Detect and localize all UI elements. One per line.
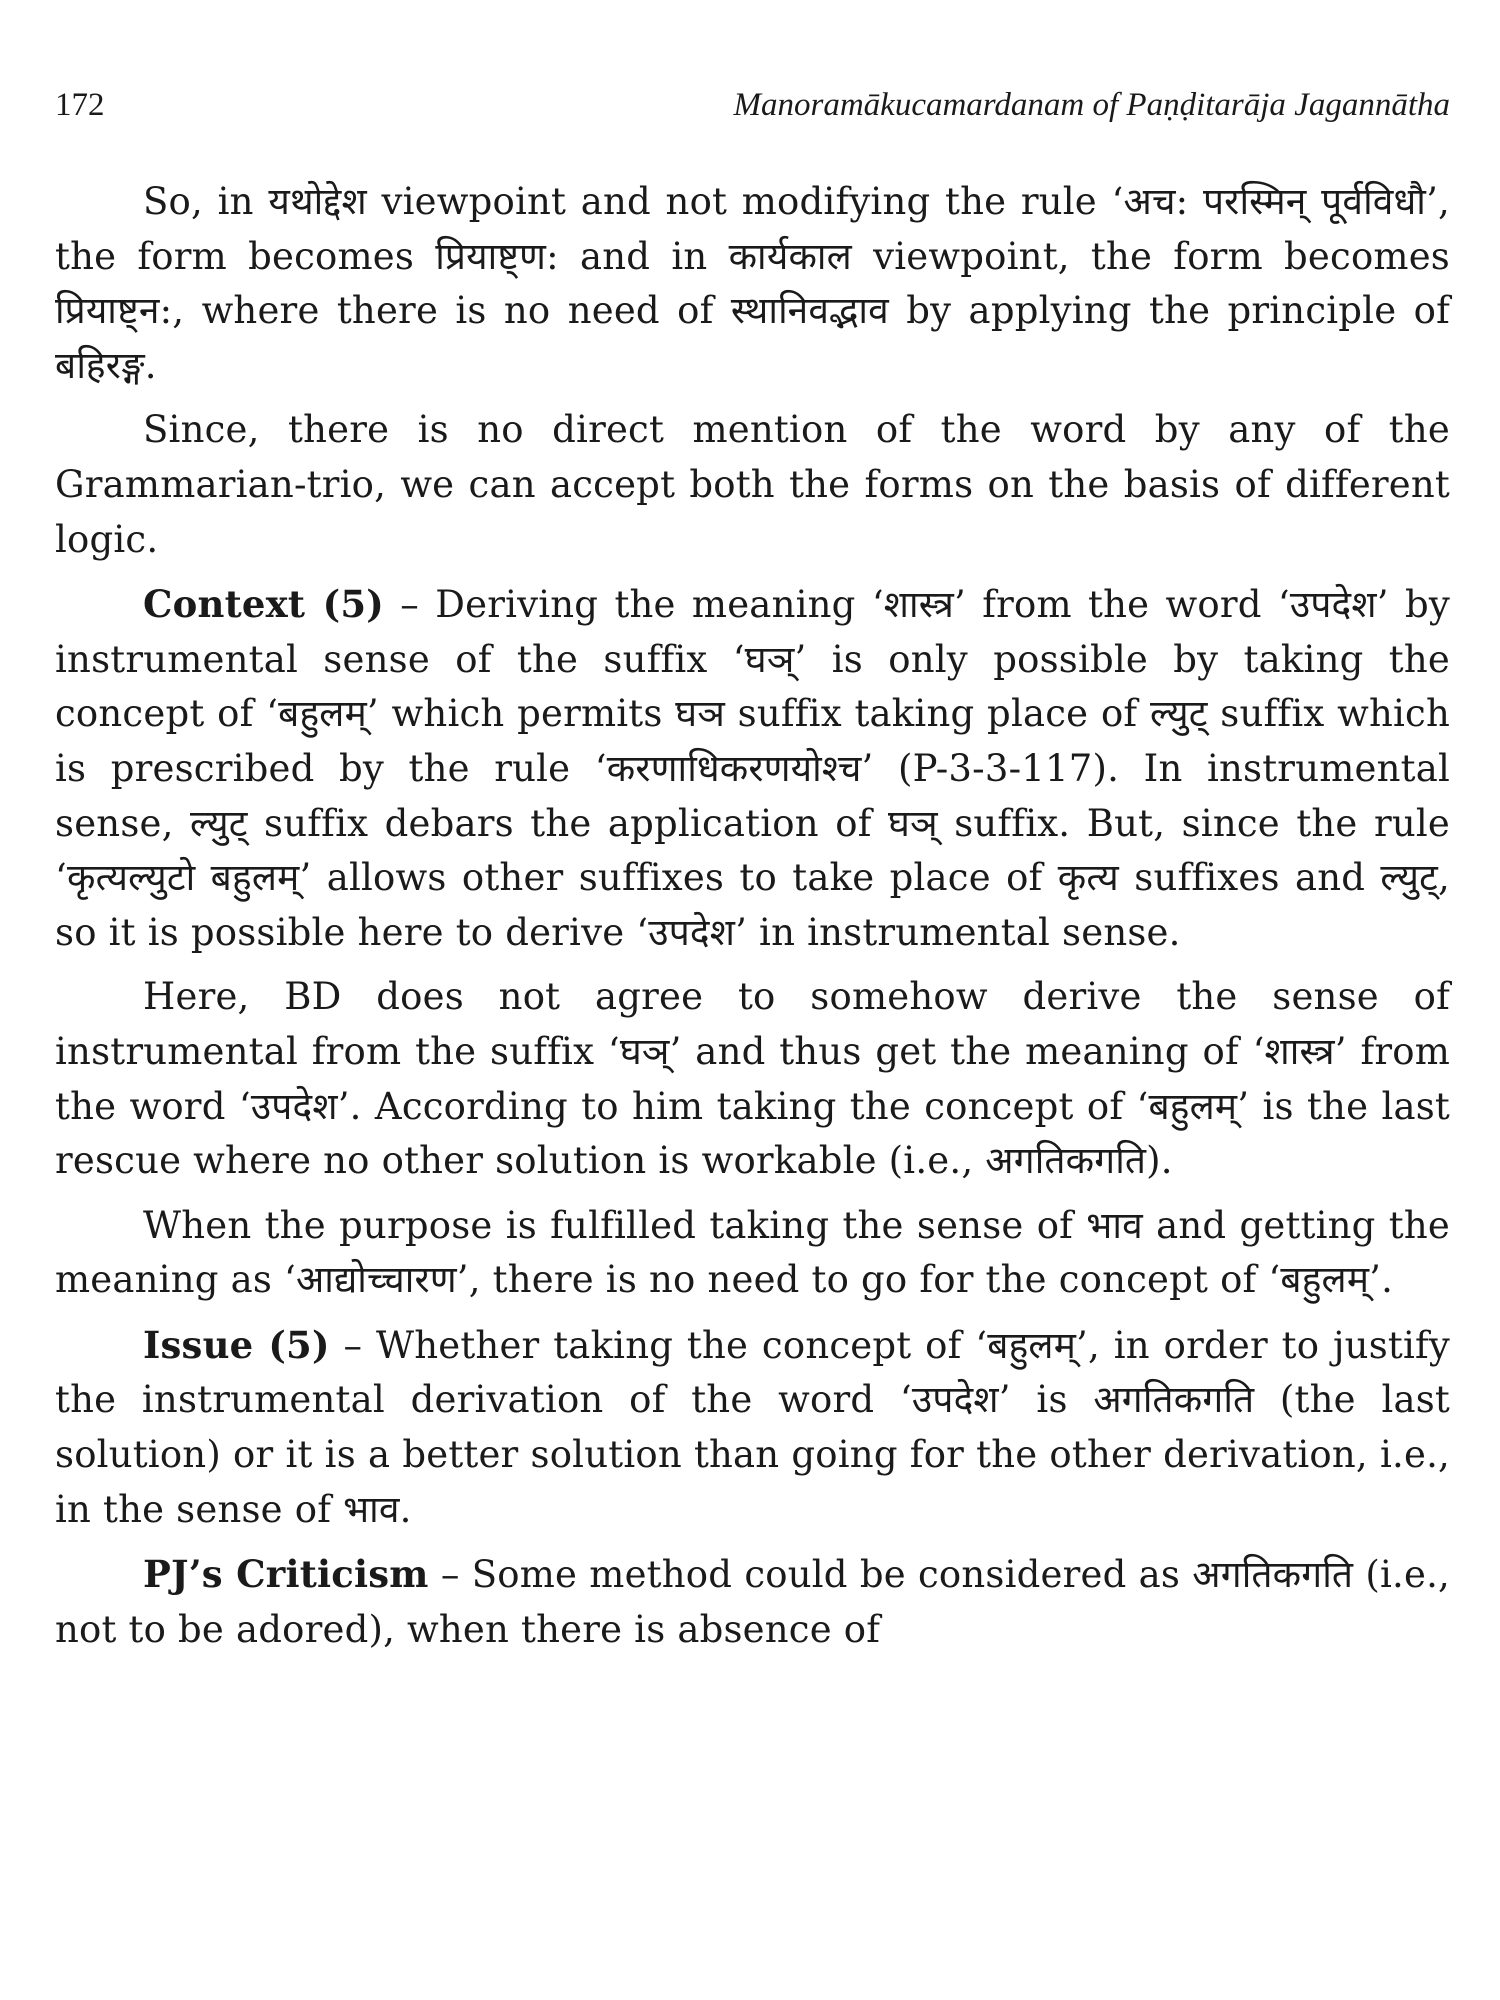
paragraph-yathoddesha — [55, 175, 1450, 393]
book-page — [55, 75, 1450, 1667]
paragraph-lead-heading: Issue (5) — [143, 1322, 330, 1367]
running-title: Manoramākucamardanam of Paṇḍitarāja Jagannātha — [733, 87, 1450, 123]
paragraph-text: Here, BD does not agree to somehow derive the sense of instrumental from the suffix ‘घञ्’ and thus get the meaning of ‘शास्त्र’ from the word ‘उपदेश’. According to him taking the concept of ‘बहुलम्’ is the last rescue where no other solution is workable (i.e., अगतिकगति). — [55, 975, 1450, 1183]
paragraph-lead-heading: PJ’s Criticism — [143, 1552, 429, 1597]
paragraph-text: Some method could be considered as अगतिकगति (i.e., not to be adored), when there is absence of — [55, 1553, 1451, 1651]
paragraph-text: Deriving the meaning ‘शास्त्र’ from the word ‘उपदेश’ by instrumental sense of the suffix ‘घञ्’ is only possible by taking the concept of ‘बहुलम्’ which permits घञ suffix taking place of ल्युट् suffix which is prescribed by the rule ‘करणाधिकरणयोश्च’ (P-3-3-117). In instrumental sense, ल्युट् suffix debars the application of घञ् suffix. But, since the rule ‘कृत्यल्युटो बहुलम्’ allows other suffixes to take place of कृत्य suffixes and ल्युट्, so it is possible here to derive ‘उपदेश’ in instrumental sense. — [55, 583, 1450, 954]
paragraph-bhava-sense — [55, 1199, 1450, 1308]
paragraph-text: Whether taking the concept of ‘बहुलम्’, in order to justify the instrumental derivation of the word ‘उपदेश’ is अगतिकगति (the last solution) or it is a better solution than going for the other derivation, i.e., in the sense of भाव. — [55, 1323, 1450, 1531]
paragraph-issue-5: Issue (5) – Whether taking the concept of ‘बहुलम्’, in order to justify the instrumental derivation of the word ‘उपदेश’ is अगतिकगति (the last solution) or it is a better solution than going for the other derivation, i.e., in the sense of भाव. — [55, 1322, 1450, 1531]
page-number: 172 — [55, 87, 105, 123]
running-head — [55, 75, 1450, 135]
paragraph-bd-view — [55, 970, 1450, 1188]
paragraph-context-5: Context (5) – Deriving the meaning ‘शास्त्र’ from the word ‘उपदेश’ by instrumental sense of the suffix ‘घञ्’ is only possible by taking the concept of ‘बहुलम्’ which permits घञ suffix taking place of ल्युट् suffix which is prescribed by the rule ‘करणाधिकरणयोश्च’ (P-3-3-117). In instrumental sense, ल्युट् suffix debars the application of घञ् suffix. But, since the rule ‘कृत्यल्युटो बहुलम्’ allows other suffixes to take place of कृत्य suffixes and ल्युट्, so it is possible here to derive ‘उपदेश’ in instrumental sense. — [55, 582, 1450, 954]
paragraph-lead-heading: Context (5) — [143, 582, 384, 627]
paragraph-grammarian-trio — [55, 403, 1450, 567]
paragraph-text: So, in यथोद्देश viewpoint and not modifying the rule ‘अच: परस्मिन् पूर्वविधौ’, the form becomes प्रियाष्ट्ण: and in कार्यकाल viewpoint, the form becomes प्रियाष्ट्न:, where there is no need of स्थानिवद्भाव by applying the principle of बहिरङ्ग. — [55, 180, 1450, 387]
body-text — [55, 175, 1450, 1657]
paragraph-text: Since, there is no direct mention of the word by any of the Grammarian-trio, we can accept both the forms on the basis of different logic. — [55, 408, 1450, 561]
paragraph-text: When the purpose is fulfilled taking the sense of भाव and getting the meaning as ‘आद्योच्चारण’, there is no need to go for the concept of ‘बहुलम्’. — [55, 1203, 1450, 1302]
paragraph-pj-criticism: PJ’s Criticism – Some method could be considered as अगतिकगति (i.e., not to be adored), when there is absence of — [55, 1552, 1451, 1651]
